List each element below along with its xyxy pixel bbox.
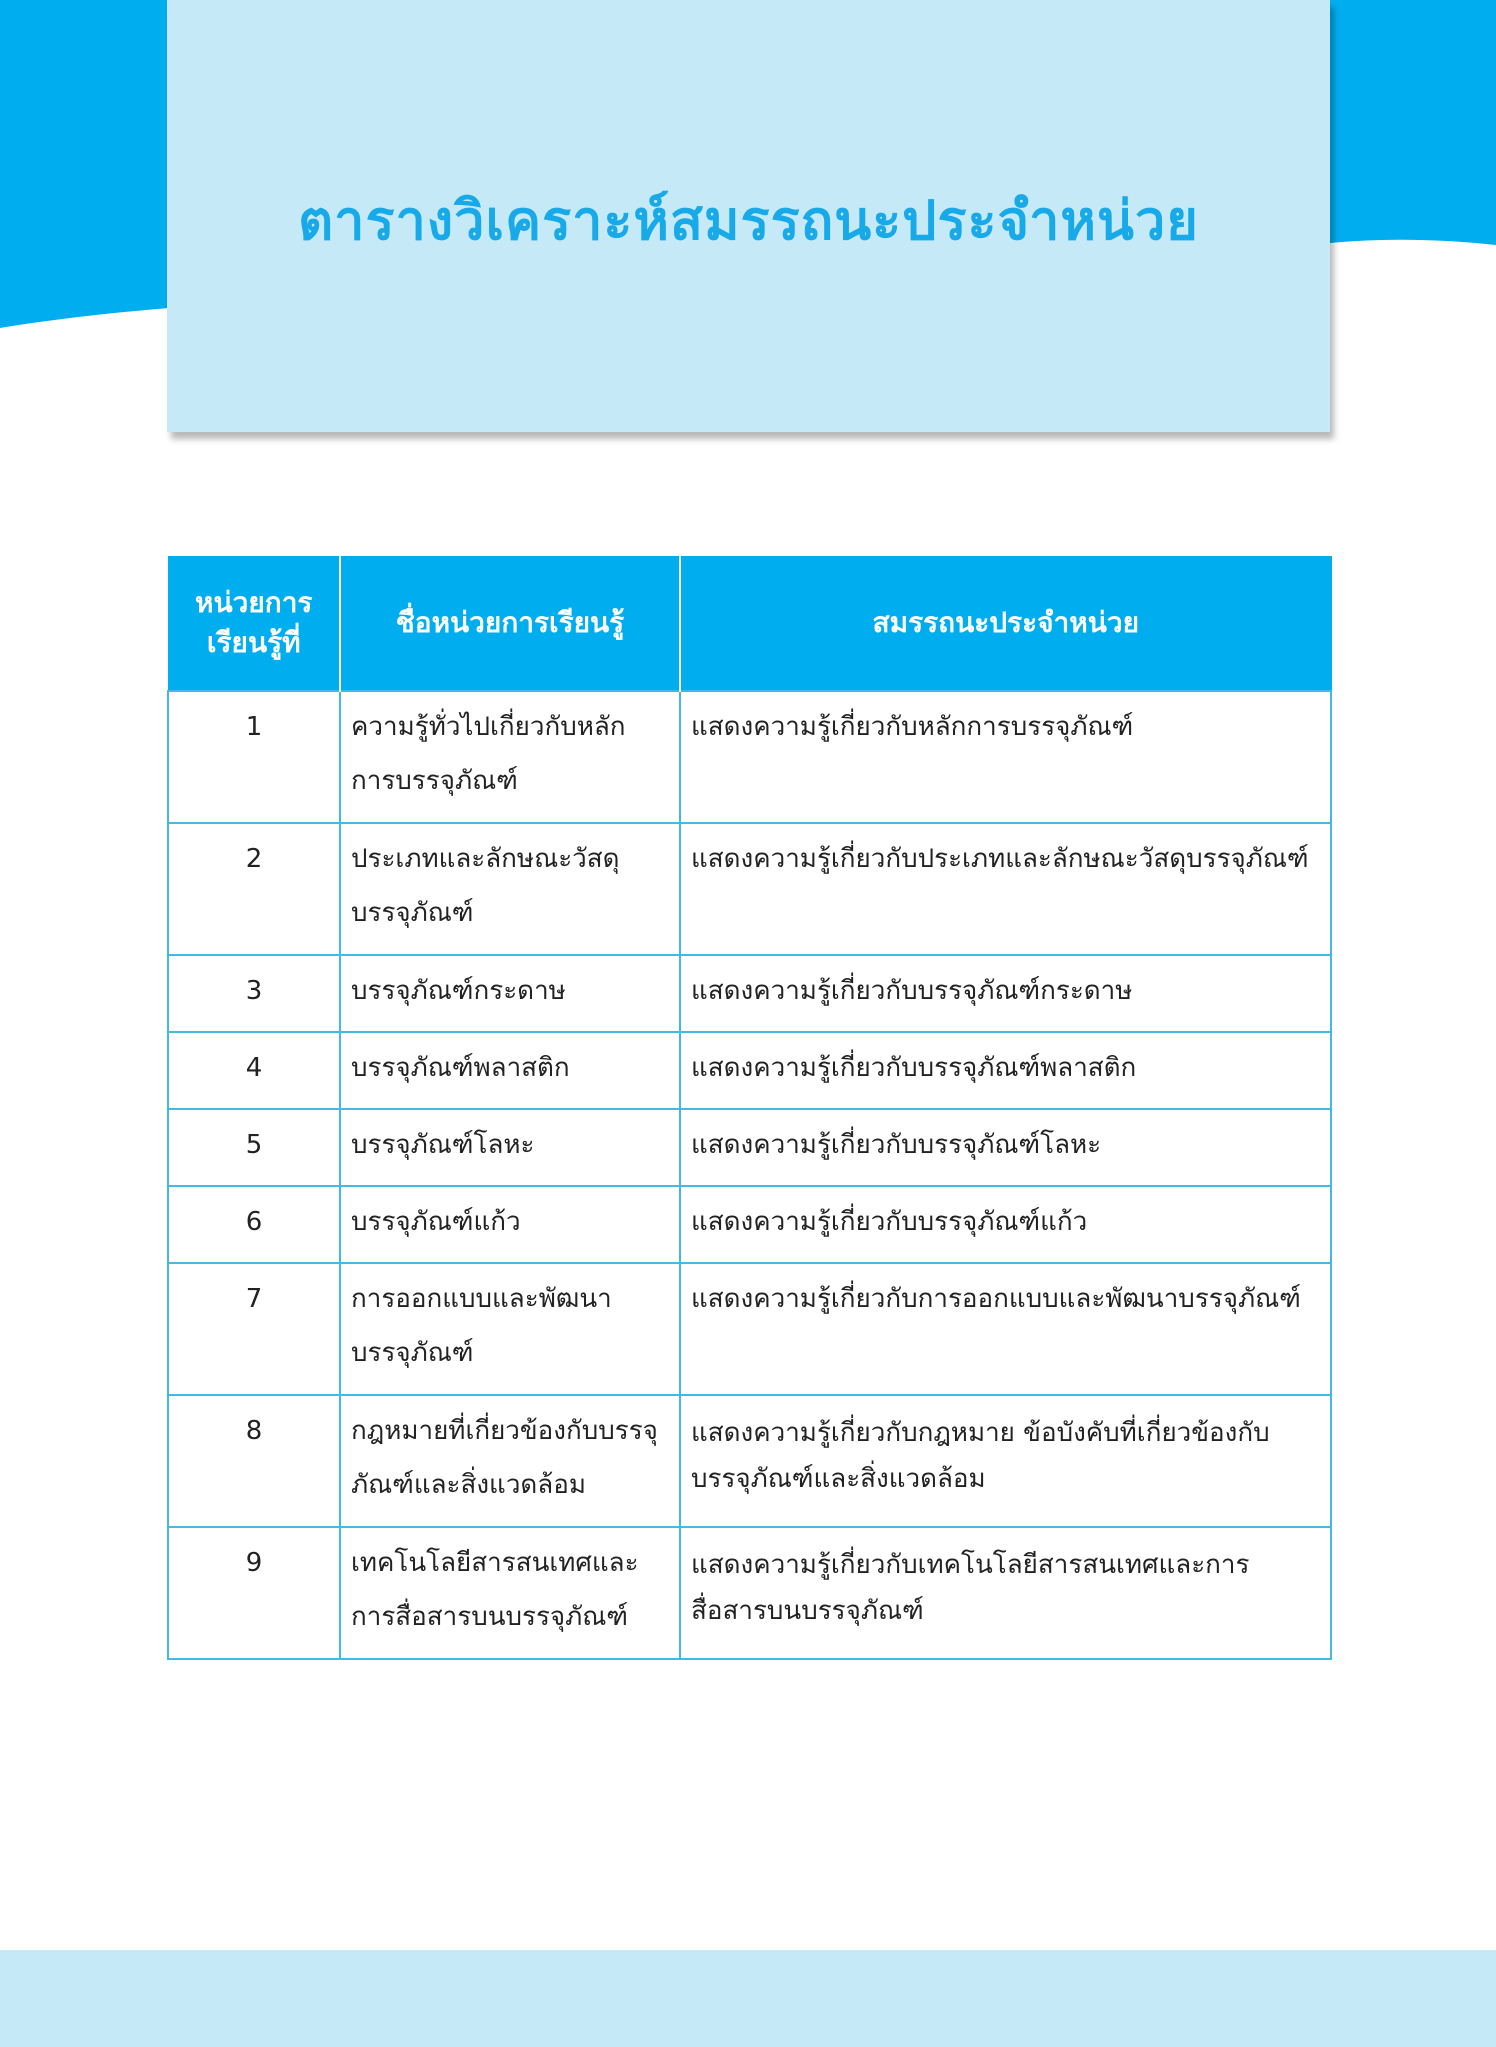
unit-number-cell: 5 [168,1109,340,1186]
unit-name-cell: บรรจุภัณฑ์แก้ว [340,1186,680,1263]
unit-name-cell: กฎหมายที่เกี่ยวข้องกับบรรจุภัณฑ์และสิ่งแวดล้อม [340,1395,680,1527]
competency-cell: แสดงความรู้เกี่ยวกับบรรจุภัณฑ์พลาสติก [680,1032,1331,1109]
unit-name-cell: ประเภทและลักษณะวัสดุบรรจุภัณฑ์ [340,823,680,955]
unit-number-cell: 6 [168,1186,340,1263]
competency-cell: แสดงความรู้เกี่ยวกับกฎหมาย ข้อบังคับที่เกี่ยวข้องกับบรรจุภัณฑ์และสิ่งแวดล้อม [680,1395,1331,1527]
competency-cell: แสดงความรู้เกี่ยวกับบรรจุภัณฑ์โลหะ [680,1109,1331,1186]
competency-cell: แสดงความรู้เกี่ยวกับประเภทและลักษณะวัสดุบรรจุภัณฑ์ [680,823,1331,955]
competency-table-container [167,556,1330,1660]
unit-number-cell: 3 [168,955,340,1032]
column-header-unit-name: ชื่อหน่วยการเรียนรู้ [340,556,680,691]
competency-cell: แสดงความรู้เกี่ยวกับบรรจุภัณฑ์แก้ว [680,1186,1331,1263]
unit-number-cell: 7 [168,1263,340,1395]
table-row [168,823,1331,955]
unit-name-cell: บรรจุภัณฑ์โลหะ [340,1109,680,1186]
column-header-competency: สมรรถนะประจำหน่วย [680,556,1331,691]
table-row [168,1109,1331,1186]
unit-name-cell: การออกแบบและพัฒนาบรรจุภัณฑ์ [340,1263,680,1395]
table-header-row [168,556,1331,691]
unit-name-cell: เทคโนโลยีสารสนเทศและการสื่อสารบนบรรจุภัณฑ์ [340,1527,680,1659]
unit-name-cell: ความรู้ทั่วไปเกี่ยวกับหลักการบรรจุภัณฑ์ [340,691,680,823]
competency-cell: แสดงความรู้เกี่ยวกับการออกแบบและพัฒนาบรรจุภัณฑ์ [680,1263,1331,1395]
table-row [168,955,1331,1032]
footer-band [0,1950,1496,2047]
table-row [168,1527,1331,1659]
unit-number-cell: 9 [168,1527,340,1659]
unit-number-cell: 1 [168,691,340,823]
table-row [168,1186,1331,1263]
unit-number-cell: 8 [168,1395,340,1527]
unit-number-cell: 4 [168,1032,340,1109]
competency-cell: แสดงความรู้เกี่ยวกับบรรจุภัณฑ์กระดาษ [680,955,1331,1032]
competency-table [167,556,1332,1660]
unit-name-cell: บรรจุภัณฑ์กระดาษ [340,955,680,1032]
competency-cell: แสดงความรู้เกี่ยวกับเทคโนโลยีสารสนเทศและการสื่อสารบนบรรจุภัณฑ์ [680,1527,1331,1659]
table-row [168,1395,1331,1527]
table-row [168,1263,1331,1395]
page-title: ตารางวิเคราะห์สมรรถนะประจำหน่วย [298,189,1199,252]
unit-number-cell: 2 [168,823,340,955]
competency-cell: แสดงความรู้เกี่ยวกับหลักการบรรจุภัณฑ์ [680,691,1331,823]
title-banner [167,0,1330,432]
table-row [168,691,1331,823]
unit-name-cell: บรรจุภัณฑ์พลาสติก [340,1032,680,1109]
column-header-unit-number: หน่วยการเรียนรู้ที่ [168,556,340,691]
table-row [168,1032,1331,1109]
